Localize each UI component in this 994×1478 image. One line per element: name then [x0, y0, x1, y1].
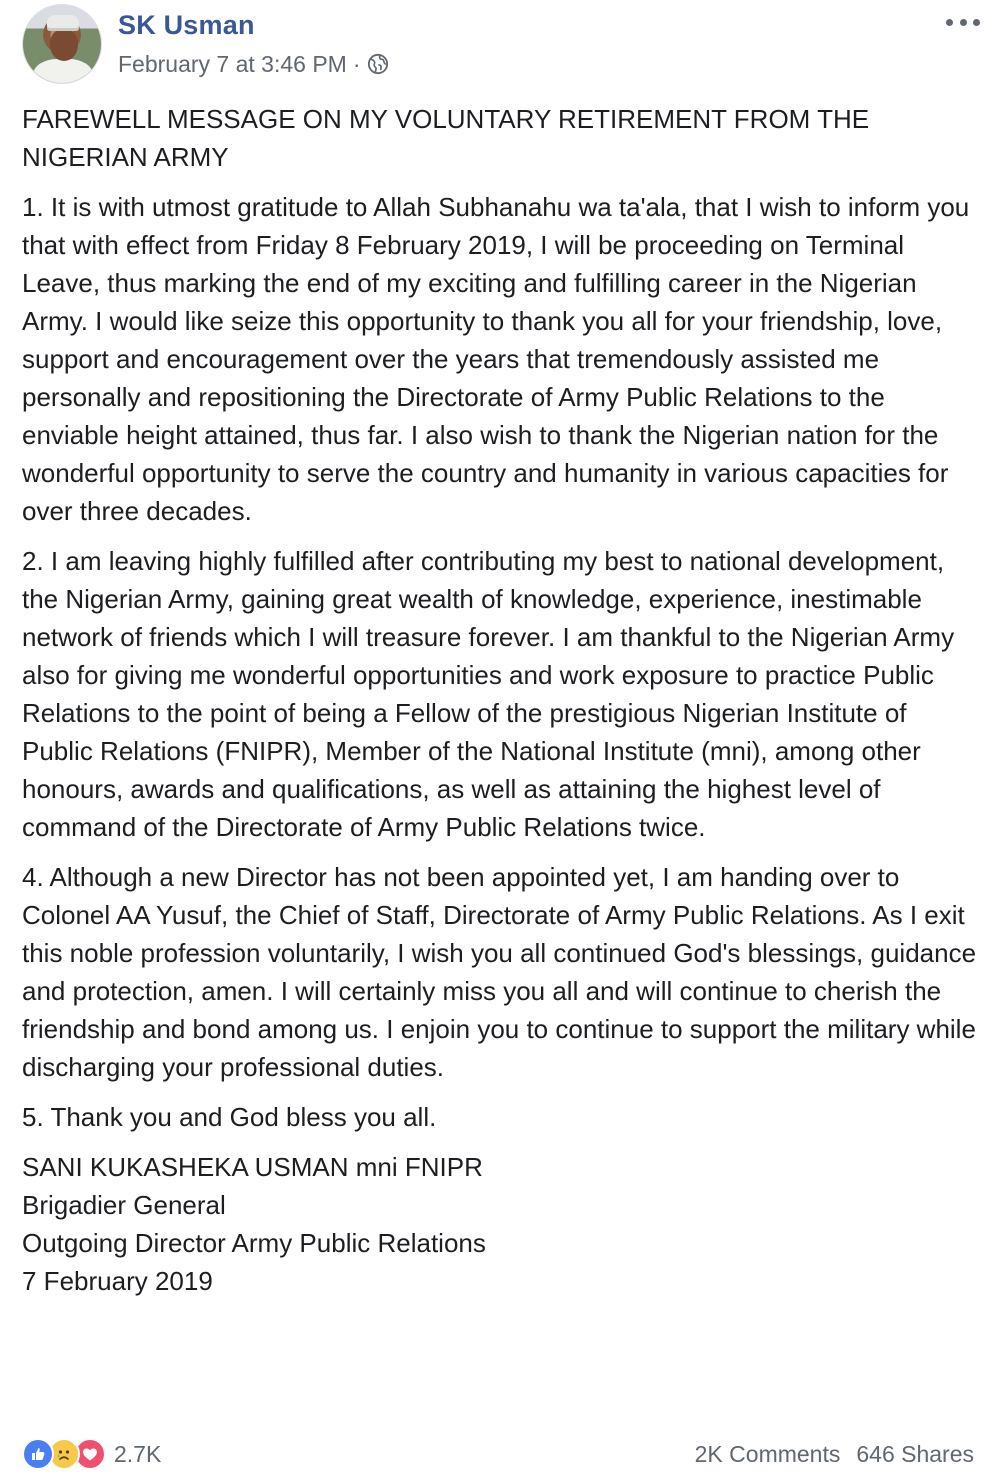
- post-meta: [118, 50, 389, 78]
- author-avatar[interactable]: [22, 4, 102, 84]
- signature-name: SANI KUKASHEKA USMAN mni FNIPR: [22, 1152, 483, 1182]
- post-paragraph: 4. Although a new Director has not been appointed yet, I am handing over to Colonel AA Yusuf, the Chief of Staff, Directorate of Army Public Relations. As I exit this noble profession voluntarily, I wish you all continued God's blessings, guidance and protection, amen. I will certainly miss you all and will continue to cherish the friendship and bond among us. I enjoin you to continue to support the military while discharging your professional duties.: [22, 862, 977, 1082]
- post-timestamp-link[interactable]: February 7 at 3:46 PM: [118, 50, 347, 77]
- post-paragraph: 1. It is with utmost gratitude to Allah Subhanahu wa ta'ala, that I wish to inform you that with effect from Friday 8 February 2019, I will be proceeding on Terminal Leave, thus marking the end of my exciting and fulfilling career in the Nigerian Army. I would like seize this opportunity to thank you all for your friendship, love, support and encouragement over the years that tremendously assisted me personally and repositioning the Directorate of Army Public Relations to the enviable height attained, thus far. I also wish to thank the Nigerian nation for the wonderful opportunity to serve the country and humanity in various capacities for over three decades.: [22, 192, 970, 526]
- comments-link[interactable]: 2K Comments: [694, 1440, 841, 1467]
- more-options-icon[interactable]: [946, 12, 980, 32]
- author-name-link[interactable]: SK Usman: [118, 10, 255, 40]
- post-footer: [22, 1436, 974, 1472]
- post-heading: FAREWELL MESSAGE ON MY VOLUNTARY RETIREMENT FROM THE NIGERIAN ARMY: [22, 104, 870, 172]
- post-header: [22, 4, 982, 90]
- signature-rank: Brigadier General: [22, 1190, 226, 1220]
- reactions-summary[interactable]: [22, 1438, 161, 1470]
- post-body: [22, 100, 978, 1312]
- reaction-count: 2.7K: [114, 1440, 162, 1467]
- post-stats: [695, 1441, 974, 1468]
- meta-separator: ·: [352, 50, 361, 77]
- post-paragraph: 2. I am leaving highly fulfilled after contributing my best to national development, the Nigerian Army, gaining great wealth of knowledge, experience, inestimable network of friends which I will treasure forever. I am thankful to the Nigerian Army also for giving me wonderful opportunities and work exposure to practice Public Relations to the point of being a Fellow of the prestigious Nigerian Institute of Public Relations (FNIPR), Member of the National Institute (mni), among other honours, awards and qualifications, as well as attaining the highest level of command of the Directorate of Army Public Relations twice.: [22, 546, 955, 842]
- shares-link[interactable]: 646 Shares: [856, 1440, 974, 1467]
- signature-date: 7 February 2019: [22, 1266, 213, 1296]
- post-paragraph: 5. Thank you and God bless you all.: [22, 1102, 437, 1132]
- like-icon: [22, 1438, 54, 1470]
- post-signature: [22, 1148, 978, 1300]
- signature-title: Outgoing Director Army Public Relations: [22, 1228, 486, 1258]
- globe-icon[interactable]: [367, 53, 389, 75]
